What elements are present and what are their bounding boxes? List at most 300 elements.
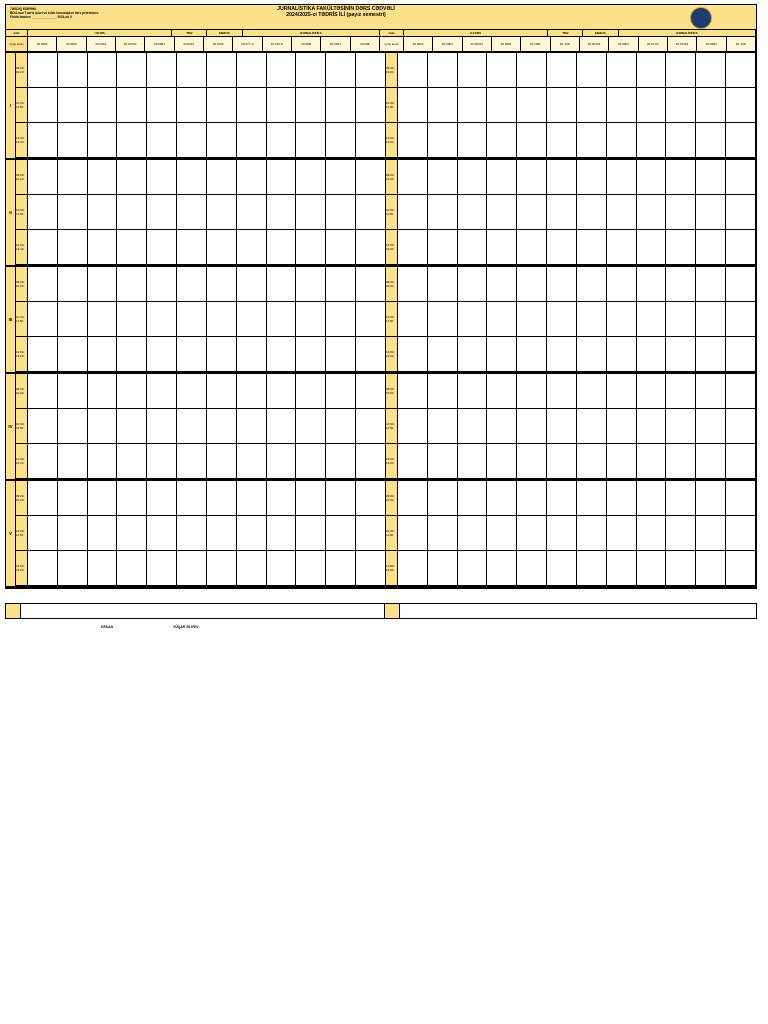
group-header: I KURS [28, 30, 172, 36]
schedule-cell [326, 195, 356, 229]
schedule-cell [326, 230, 356, 264]
schedule-cell [28, 88, 58, 122]
schedule-cell [637, 267, 667, 301]
schedule-cell [428, 516, 458, 550]
schedule-cell [356, 123, 386, 157]
schedule-cell [267, 123, 297, 157]
time-slot: 09:00-10:20 [386, 267, 398, 301]
schedule-cell [88, 88, 118, 122]
schedule-cell [177, 409, 207, 443]
schedule-cell [177, 444, 207, 478]
schedule-cell [296, 230, 326, 264]
schedule-cell [177, 516, 207, 550]
schedule-cell [267, 302, 297, 336]
schedule-cell [428, 337, 458, 371]
time-slot: 09:00-10:20 [16, 481, 28, 515]
group-code: 20.0081 [145, 37, 174, 51]
schedule-cell [177, 195, 207, 229]
slot-row [16, 302, 756, 337]
time-slot: 10:30-11:50 [386, 195, 398, 229]
schedule-cell [637, 481, 667, 515]
schedule-cell [428, 53, 458, 87]
schedule-cell [726, 302, 756, 336]
schedule-cell [547, 374, 577, 408]
schedule-cell [296, 481, 326, 515]
schedule-cell [547, 267, 577, 301]
time-slot: 10:30-11:50 [16, 409, 28, 443]
schedule-cell [517, 195, 547, 229]
schedule-cell [458, 53, 488, 87]
page-title [226, 6, 446, 18]
day-blocks [5, 53, 757, 589]
schedule-cell [28, 267, 58, 301]
schedule-cell [577, 516, 607, 550]
schedule-cell [607, 337, 637, 371]
slot-row [16, 337, 756, 372]
spare-row [5, 603, 757, 619]
schedule-cell [607, 230, 637, 264]
schedule-cell [517, 481, 547, 515]
schedule-cell [296, 516, 326, 550]
schedule-cell [547, 195, 577, 229]
schedule-cell [58, 516, 88, 550]
group-header: MBDJA [583, 30, 618, 36]
schedule-cell [398, 516, 428, 550]
schedule-cell [666, 337, 696, 371]
schedule-cell [696, 374, 726, 408]
schedule-cell [726, 195, 756, 229]
schedule-cell [117, 123, 147, 157]
schedule-cell [696, 302, 726, 336]
schedule-cell [637, 337, 667, 371]
schedule-cell [458, 302, 488, 336]
schedule-cell [726, 160, 756, 194]
schedule-cell [356, 409, 386, 443]
schedule-cell [487, 516, 517, 550]
schedule-cell [28, 53, 58, 87]
schedule-cell [88, 195, 118, 229]
schedule-cell [356, 374, 386, 408]
schedule-cell [267, 444, 297, 478]
schedule-cell [696, 481, 726, 515]
schedule-cell [487, 53, 517, 87]
schedule-cell [547, 53, 577, 87]
schedule-cell [88, 160, 118, 194]
schedule-cell [607, 53, 637, 87]
schedule-cell [177, 230, 207, 264]
schedule-cell [428, 409, 458, 443]
schedule-cell [326, 337, 356, 371]
schedule-cell [237, 160, 267, 194]
schedule-cell [517, 267, 547, 301]
schedule-cell [637, 409, 667, 443]
schedule-cell [326, 374, 356, 408]
schedule-cell [117, 53, 147, 87]
schedule-cell [28, 302, 58, 336]
schedule-cell [147, 53, 177, 87]
schedule-cell [517, 53, 547, 87]
schedule-cell [237, 444, 267, 478]
schedule-cell [58, 230, 88, 264]
schedule-cell [28, 230, 58, 264]
schedule-cell [696, 123, 726, 157]
schedule-cell [207, 516, 237, 550]
schedule-cell [428, 267, 458, 301]
schedule-cell [356, 230, 386, 264]
schedule-cell [577, 160, 607, 194]
schedule-cell [517, 409, 547, 443]
schedule-cell [326, 516, 356, 550]
schedule-cell [177, 481, 207, 515]
schedule-cell [117, 409, 147, 443]
slot-row [16, 444, 756, 479]
time-slots [16, 481, 756, 586]
approval-line: TƏSDİQ EDİRƏM: [10, 7, 37, 11]
schedule-cell [607, 302, 637, 336]
schedule-cell [577, 53, 607, 87]
schedule-cell [326, 409, 356, 443]
slot-row [16, 53, 756, 88]
schedule-cell [296, 195, 326, 229]
schedule-cell [398, 337, 428, 371]
schedule-cell [607, 160, 637, 194]
schedule-cell [398, 409, 428, 443]
schedule-cell [237, 374, 267, 408]
group-code: 20.00b2 [28, 37, 57, 51]
schedule-cell [147, 230, 177, 264]
schedule-cell [207, 195, 237, 229]
schedule-cell [117, 160, 147, 194]
group-code: 20.00b2 [57, 37, 86, 51]
schedule-cell [487, 444, 517, 478]
time-slot: 09:00-10:20 [386, 481, 398, 515]
time-slot: 09:00-10:20 [16, 53, 28, 87]
schedule-cell [88, 516, 118, 550]
schedule-cell [207, 337, 237, 371]
schedule-cell [237, 267, 267, 301]
slot-row [16, 230, 756, 265]
schedule-cell [398, 302, 428, 336]
group-code: 20.077.1i [233, 37, 262, 51]
schedule-cell [517, 337, 547, 371]
group-code: 20.007b2 [580, 37, 609, 51]
schedule-cell [237, 53, 267, 87]
schedule-cell [117, 302, 147, 336]
schedule-cell [487, 267, 517, 301]
schedule-cell [547, 551, 577, 585]
time-slot: 10:30-11:50 [386, 516, 398, 550]
schedule-cell [517, 374, 547, 408]
schedule-cell [577, 195, 607, 229]
schedule-cell [147, 551, 177, 585]
schedule-cell [267, 374, 297, 408]
schedule-cell [637, 516, 667, 550]
schedule-cell [458, 195, 488, 229]
slot-row [16, 123, 756, 158]
schedule-cell [207, 302, 237, 336]
schedule-cell [147, 409, 177, 443]
schedule-cell [726, 374, 756, 408]
time-slot: 12:00-13:20 [386, 123, 398, 157]
group-code: 20.00b2 [87, 37, 116, 51]
schedule-cell [428, 444, 458, 478]
schedule-cell [147, 123, 177, 157]
schedule-cell [398, 481, 428, 515]
schedule-cell [117, 374, 147, 408]
schedule-cell [88, 53, 118, 87]
schedule-cell [267, 409, 297, 443]
schedule-cell [237, 337, 267, 371]
schedule-cell [666, 444, 696, 478]
schedule-cell [487, 374, 517, 408]
time-slot: 09:00-10:20 [16, 267, 28, 301]
schedule-cell [177, 267, 207, 301]
group-code: 20.1081 [521, 37, 550, 51]
schedule-cell [607, 551, 637, 585]
schedule-cell [458, 516, 488, 550]
title-line: JURNALİSTİKA FAKÜLTƏSİNİN DƏRS CƏDVƏLİ [277, 6, 395, 12]
schedule-cell [487, 123, 517, 157]
schedule-cell [637, 195, 667, 229]
schedule-cell [607, 267, 637, 301]
schedule-cell [696, 88, 726, 122]
time-slot: 10:30-11:50 [16, 516, 28, 550]
schedule-cell [666, 53, 696, 87]
schedule-cell [458, 444, 488, 478]
schedule-cell [207, 409, 237, 443]
university-emblem-icon [690, 7, 712, 29]
schedule-cell [487, 409, 517, 443]
schedule-cell [458, 230, 488, 264]
schedule-cell [607, 516, 637, 550]
schedule-cell [267, 551, 297, 585]
schedule-cell [207, 160, 237, 194]
schedule-cell [458, 409, 488, 443]
schedule-cell [117, 195, 147, 229]
group-header: MBDJA [207, 30, 242, 36]
schedule-cell [696, 337, 726, 371]
time-slot: 09:00-10:20 [16, 160, 28, 194]
schedule-cell [267, 516, 297, 550]
schedule-cell [577, 337, 607, 371]
schedule-cell [637, 444, 667, 478]
schedule-cell [577, 123, 607, 157]
schedule-cell [398, 374, 428, 408]
schedule-cell [398, 53, 428, 87]
schedule-cell [428, 551, 458, 585]
schedule-cell [487, 195, 517, 229]
schedule-cell [356, 337, 386, 371]
schedule-cell [356, 267, 386, 301]
schedule-cell [547, 516, 577, 550]
schedule-cell [547, 302, 577, 336]
schedule-cell [117, 337, 147, 371]
group-header: JURNALİSTİKA [243, 30, 380, 36]
schedule-cell [147, 481, 177, 515]
schedule-cell [147, 516, 177, 550]
schedule-cell [267, 88, 297, 122]
schedule-cell [517, 444, 547, 478]
schedule-cell [147, 195, 177, 229]
schedule-cell [177, 160, 207, 194]
schedule-cell [326, 123, 356, 157]
schedule-cell [177, 53, 207, 87]
schedule-cell [296, 160, 326, 194]
schedule-cell [207, 267, 237, 301]
schedule-cell [28, 481, 58, 515]
schedule-cell [666, 123, 696, 157]
schedule-cell [326, 160, 356, 194]
schedule-cell [696, 444, 726, 478]
schedule-cell [458, 374, 488, 408]
schedule-cell [326, 551, 356, 585]
schedule-cell [637, 551, 667, 585]
schedule-cell [88, 444, 118, 478]
schedule-cell [577, 230, 607, 264]
time-slot: 10:30-11:50 [16, 302, 28, 336]
schedule-cell [637, 53, 667, 87]
schedule-cell [398, 160, 428, 194]
dean-label: DEKAN [101, 625, 114, 629]
approval-line: BDU-nun Tədris işləri və tələb təməsiqdən üzrə prorektoru [10, 11, 99, 16]
time-slots [16, 160, 756, 265]
schedule-cell [726, 267, 756, 301]
schedule-cell [607, 123, 637, 157]
schedule-cell [117, 88, 147, 122]
group-code: 20.00b2 [433, 37, 462, 51]
schedule-cell [117, 444, 147, 478]
schedule-header [5, 4, 757, 30]
schedule-cell [726, 409, 756, 443]
schedule-cell [726, 53, 756, 87]
schedule-cell [398, 230, 428, 264]
schedule-cell [577, 374, 607, 408]
schedule-cell [28, 374, 58, 408]
schedule-cell [58, 123, 88, 157]
schedule-cell [517, 123, 547, 157]
schedule-cell [207, 551, 237, 585]
spare-day-cell [384, 604, 400, 618]
schedule-cell [296, 302, 326, 336]
schedule-cell [458, 481, 488, 515]
group-header: TMV [548, 30, 583, 36]
schedule-cell [398, 123, 428, 157]
schedule-cell [726, 123, 756, 157]
schedule-cell [28, 409, 58, 443]
schedule-cell [58, 88, 88, 122]
schedule-cell [637, 88, 667, 122]
schedule-cell [458, 551, 488, 585]
time-slot: 12:00-13:20 [16, 551, 28, 585]
schedule-cell [237, 516, 267, 550]
group-code: 20.07.b2 [639, 37, 668, 51]
group-code: 20.07b2 [204, 37, 233, 51]
time-slot: 12:00-13:20 [386, 444, 398, 478]
day-block [6, 160, 756, 267]
schedule-cell [28, 516, 58, 550]
schedule-cell [458, 123, 488, 157]
schedule-cell [398, 267, 428, 301]
schedule-cell [207, 444, 237, 478]
group-code: 20.0481 [321, 37, 350, 51]
schedule-cell [726, 551, 756, 585]
schedule-cell [607, 481, 637, 515]
slot-row [16, 516, 756, 551]
schedule-cell [356, 88, 386, 122]
schedule-cell [237, 551, 267, 585]
schedule-cell [207, 88, 237, 122]
schedule-cell [577, 302, 607, 336]
schedule-cell [28, 123, 58, 157]
approval-line: Firida İmanov ______________ 2024-cü il [10, 15, 72, 20]
schedule-cell [458, 88, 488, 122]
schedule-cell [398, 88, 428, 122]
day-block [6, 267, 756, 374]
slot-row [16, 409, 756, 444]
time-slot: 09:00-10:20 [386, 374, 398, 408]
time-slot: 09:00-10:20 [386, 160, 398, 194]
schedule-cell [237, 230, 267, 264]
schedule-cell [607, 444, 637, 478]
schedule-cell [666, 551, 696, 585]
time-slot: 12:00-13:20 [16, 230, 28, 264]
schedule-cell [326, 53, 356, 87]
schedule-cell [58, 53, 88, 87]
schedule-cell [147, 88, 177, 122]
schedule-cell [666, 230, 696, 264]
schedule-cell [428, 195, 458, 229]
schedule-cell [666, 88, 696, 122]
schedule-cell [177, 88, 207, 122]
schedule-cell [607, 88, 637, 122]
schedule-cell [58, 160, 88, 194]
schedule-cell [267, 481, 297, 515]
code-header-label: Qrup kodu [380, 37, 404, 51]
schedule-cell [577, 409, 607, 443]
schedule-cell [577, 551, 607, 585]
schedule-cell [88, 302, 118, 336]
slot-row [16, 374, 756, 409]
schedule-cell [88, 123, 118, 157]
schedule-cell [547, 230, 577, 264]
schedule-cell [726, 337, 756, 371]
schedule-cell [458, 160, 488, 194]
schedule-cell [326, 267, 356, 301]
time-slot: 10:30-11:50 [16, 88, 28, 122]
approval-block [10, 7, 98, 20]
time-slot: 12:00-13:20 [16, 337, 28, 371]
schedule-cell [177, 123, 207, 157]
schedule-cell [517, 160, 547, 194]
schedule-cell [666, 374, 696, 408]
schedule-cell [147, 302, 177, 336]
schedule-cell [428, 481, 458, 515]
schedule-page [5, 4, 757, 629]
schedule-cell [607, 195, 637, 229]
schedule-cell [726, 230, 756, 264]
schedule-cell [237, 302, 267, 336]
schedule-cell [517, 551, 547, 585]
schedule-cell [326, 444, 356, 478]
schedule-cell [398, 444, 428, 478]
schedule-cell [726, 516, 756, 550]
slot-row [16, 267, 756, 302]
schedule-cell [356, 53, 386, 87]
schedule-cell [177, 302, 207, 336]
schedule-cell [88, 409, 118, 443]
slot-row [16, 160, 756, 195]
schedule-cell [547, 88, 577, 122]
